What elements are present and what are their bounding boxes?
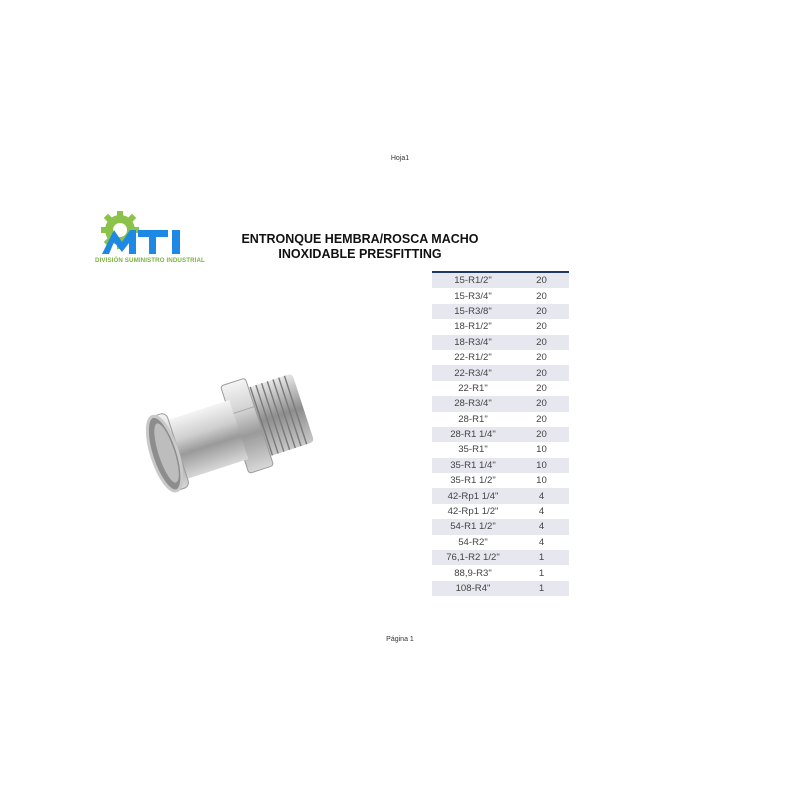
title-line-2: INOXIDABLE PRESFITTING bbox=[278, 247, 442, 261]
page-title bbox=[220, 232, 500, 262]
cell-code: 35-R1" bbox=[458, 444, 488, 456]
table-row bbox=[432, 365, 569, 380]
table-row bbox=[432, 304, 569, 319]
cell-code: 18-R3/4" bbox=[454, 336, 492, 348]
table-row bbox=[432, 273, 569, 288]
cell-quantity: 20 bbox=[536, 429, 547, 441]
table-row bbox=[432, 442, 569, 457]
table-row bbox=[432, 535, 569, 550]
cell-quantity: 10 bbox=[536, 459, 547, 471]
cell-code: 42-Rp1 1/2" bbox=[447, 506, 499, 518]
cell-code: 28-R1" bbox=[458, 413, 488, 425]
table-row bbox=[432, 519, 569, 534]
table-row bbox=[432, 335, 569, 350]
cell-code: 88,9-R3" bbox=[454, 567, 492, 579]
table-row bbox=[432, 288, 569, 303]
page-number: Página 1 bbox=[386, 636, 414, 643]
cell-quantity: 20 bbox=[536, 382, 547, 394]
table-row bbox=[432, 350, 569, 365]
table-row bbox=[432, 319, 569, 334]
cell-quantity: 20 bbox=[536, 367, 547, 379]
cell-quantity: 20 bbox=[536, 413, 547, 425]
table-row bbox=[432, 458, 569, 473]
product-image bbox=[140, 370, 330, 510]
table-row bbox=[432, 550, 569, 565]
cell-quantity: 20 bbox=[536, 321, 547, 333]
cell-code: 108-R4" bbox=[455, 583, 491, 594]
cell-quantity: 4 bbox=[538, 490, 545, 502]
cell-code: 76,1-R2 1/2" bbox=[446, 552, 500, 564]
table-row bbox=[432, 412, 569, 427]
cell-code: 28-R3/4" bbox=[454, 398, 492, 410]
cell-code: 28-R1 1/4" bbox=[450, 429, 496, 441]
sheet-name: Hoja1 bbox=[390, 155, 410, 162]
table-row bbox=[432, 504, 569, 519]
cell-quantity: 20 bbox=[536, 352, 547, 364]
cell-code: 22-R3/4" bbox=[454, 367, 492, 379]
cell-code: 54-R2" bbox=[458, 536, 488, 548]
cell-quantity: 4 bbox=[538, 536, 545, 548]
table-row bbox=[432, 396, 569, 411]
table-row bbox=[432, 565, 569, 580]
cell-code: 54-R1 1/2" bbox=[450, 521, 496, 533]
cell-code: 15-R3/4" bbox=[454, 290, 492, 302]
logo-subtitle: DIVISIÓN SUMINISTRO INDUSTRIAL bbox=[95, 257, 205, 264]
cell-quantity: 20 bbox=[536, 275, 547, 287]
cell-code: 42-Rp1 1/4" bbox=[447, 490, 499, 502]
cell-code: 22-R1/2" bbox=[454, 352, 492, 364]
table-row bbox=[432, 427, 569, 442]
cell-quantity: 1 bbox=[538, 583, 545, 594]
title-line-1: ENTRONQUE HEMBRA/ROSCA MACHO bbox=[241, 232, 479, 246]
cell-quantity: 4 bbox=[538, 506, 545, 518]
cell-code: 35-R1 1/2" bbox=[450, 475, 496, 487]
cell-code: 15-R1/2" bbox=[454, 275, 492, 287]
cell-code: 35-R1 1/4" bbox=[450, 459, 496, 471]
cell-quantity: 20 bbox=[536, 290, 547, 302]
cell-quantity: 1 bbox=[538, 552, 545, 564]
cell-quantity: 4 bbox=[538, 521, 545, 533]
product-table bbox=[432, 271, 569, 596]
table-row bbox=[432, 581, 569, 596]
cell-quantity: 20 bbox=[536, 336, 547, 348]
cell-quantity: 10 bbox=[536, 475, 547, 487]
cell-quantity: 20 bbox=[536, 398, 547, 410]
table-row bbox=[432, 488, 569, 503]
cell-quantity: 1 bbox=[538, 567, 545, 579]
table-row bbox=[432, 381, 569, 396]
cell-quantity: 20 bbox=[536, 305, 547, 317]
cell-code: 18-R1/2" bbox=[454, 321, 492, 333]
cell-code: 22-R1" bbox=[458, 382, 488, 394]
cell-quantity: 10 bbox=[536, 444, 547, 456]
cell-code: 15-R3/8" bbox=[454, 305, 492, 317]
table-row bbox=[432, 473, 569, 488]
